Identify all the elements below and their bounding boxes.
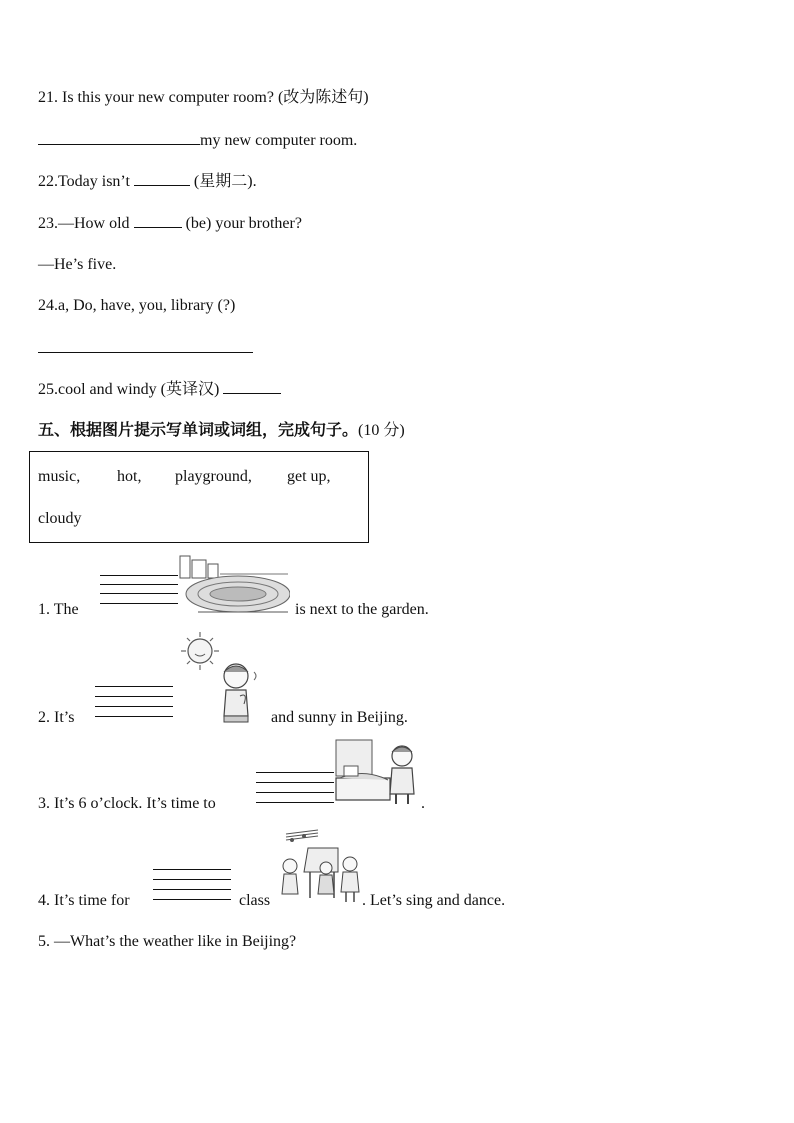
q23-reply: —He’s five. <box>38 256 117 273</box>
word-bank-item: cloudy <box>38 510 82 527</box>
q22-blank[interactable] <box>134 171 190 186</box>
q21-blank[interactable] <box>38 130 200 145</box>
q21-answer-tail: my new computer room. <box>200 132 358 149</box>
q23 <box>38 213 302 234</box>
q25 <box>38 379 281 400</box>
q24-prompt: 24.a, Do, have, you, library (?) <box>38 297 236 314</box>
piano-class-image <box>278 828 362 908</box>
item4-mid: class <box>239 892 271 909</box>
q22-prefix: 22.Today isn’t <box>38 173 130 190</box>
section-title-text: 五、根据图片提示写单词或词组，完成句子。 <box>38 420 359 439</box>
item4-suffix: . Let’s sing and dance. <box>362 892 506 909</box>
q22-suffix: (星期二). <box>193 173 257 190</box>
q24-answer-line <box>38 338 253 359</box>
item4-prefix: 4. It’s time for <box>38 892 130 909</box>
word-bank-item: playground, <box>175 468 252 485</box>
item3-prefix: 3. It’s 6 o’clock. It’s time to <box>38 795 216 812</box>
hot-boy-image <box>212 660 264 724</box>
section-title <box>38 420 405 441</box>
item1-suffix: is next to the garden. <box>295 601 429 618</box>
q25-prompt: 25.cool and windy (英译汉) <box>38 381 220 398</box>
word-bank-box <box>29 451 369 543</box>
q23-suffix: (be) your brother? <box>185 215 302 232</box>
q23-prefix: 23.—How old <box>38 215 130 232</box>
item1-prefix: 1. The <box>38 601 79 618</box>
q21-prompt: 21. Is this your new computer room? (改为陈述句) <box>38 89 369 106</box>
bed-boy-image <box>334 738 420 806</box>
q24-blank[interactable] <box>38 338 253 353</box>
q21-answer-line <box>38 130 357 151</box>
q25-blank[interactable] <box>223 379 281 394</box>
item5-prompt: 5. —What’s the weather like in Beijing? <box>38 933 297 950</box>
section-score: (10 分) <box>358 422 405 439</box>
word-bank-item: hot, <box>117 468 142 485</box>
word-bank-item: get up, <box>287 468 331 485</box>
playground-image <box>178 554 290 618</box>
q23-blank[interactable] <box>134 213 182 228</box>
word-bank-item: music, <box>38 468 81 485</box>
item2-suffix: and sunny in Beijing. <box>271 709 408 726</box>
item3-suffix: . <box>421 795 425 812</box>
item2-prefix: 2. It’s <box>38 709 75 726</box>
q22 <box>38 171 257 192</box>
